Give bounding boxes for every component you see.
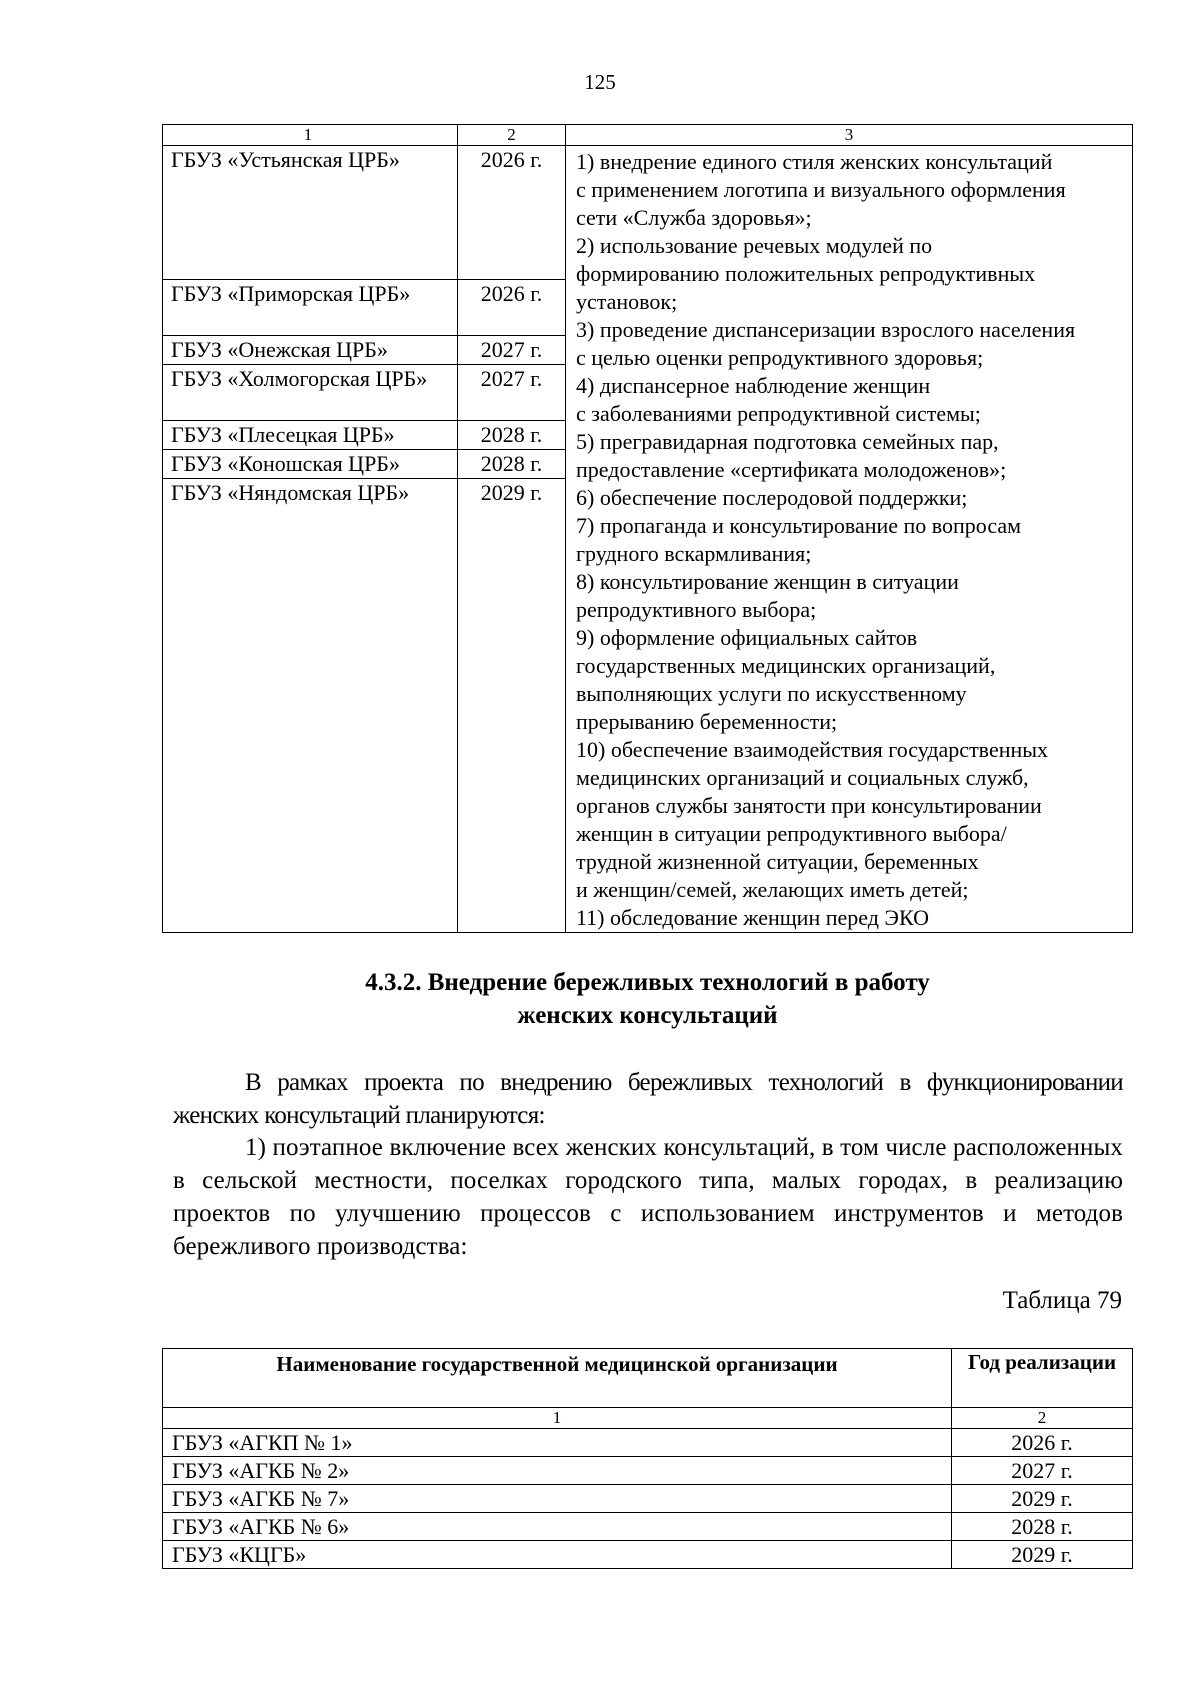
org-name: ГБУЗ «Устьянская ЦРБ»: [163, 146, 458, 280]
section-heading-line2: женских консультаций: [517, 1002, 778, 1029]
implementation-table: [162, 1348, 1133, 1569]
year: 2026 г.: [458, 146, 566, 280]
org-name: ГБУЗ «Онежская ЦРБ»: [163, 336, 458, 365]
column-number-row: [163, 1408, 1133, 1429]
year: 2027 г.: [952, 1457, 1133, 1485]
table-row: [163, 146, 1133, 280]
year: 2026 г.: [458, 280, 566, 336]
page-number: 125: [584, 70, 616, 94]
year: 2029 г.: [952, 1541, 1133, 1569]
measures-table: [162, 124, 1133, 933]
org-name: ГБУЗ «Коношская ЦРБ»: [163, 450, 458, 479]
org-name: ГБУЗ «АГКП № 1»: [163, 1429, 952, 1457]
table-header-row: [163, 1349, 1133, 1408]
table-row: [163, 1457, 1133, 1485]
col-number: 1: [163, 125, 458, 146]
year: 2028 г.: [458, 421, 566, 450]
table-row: [163, 1485, 1133, 1513]
org-name: ГБУЗ «КЦГБ»: [163, 1541, 952, 1569]
year: 2029 г.: [952, 1485, 1133, 1513]
year: 2029 г.: [458, 479, 566, 933]
col-number: 3: [566, 125, 1133, 146]
year: 2026 г.: [952, 1429, 1133, 1457]
org-name: ГБУЗ «АГКБ № 6»: [163, 1513, 952, 1541]
year: 2028 г.: [458, 450, 566, 479]
paragraph-intro: В рамках проекта по внедрению бережливых технологий в функционировании женских консультаций планируются:: [173, 1069, 1123, 1129]
org-name: ГБУЗ «Няндомская ЦРБ»: [163, 479, 458, 933]
col-number: 2: [952, 1408, 1133, 1429]
measures-list: [566, 146, 1133, 933]
table-caption: Таблица 79: [1002, 1287, 1122, 1314]
org-name: ГБУЗ «Приморская ЦРБ»: [163, 280, 458, 336]
col-number: 1: [163, 1408, 952, 1429]
table-row: [163, 1513, 1133, 1541]
org-name: ГБУЗ «АГКБ № 2»: [163, 1457, 952, 1485]
col-number: 2: [458, 125, 566, 146]
org-name: ГБУЗ «Холмогорская ЦРБ»: [163, 365, 458, 421]
paragraph-item-1: 1) поэтапное включение всех женских консультаций, в том числе расположенных в сельской местности, поселках городского типа, малых городах, в реализацию проектов по улучшению процессов с использованием инструментов и методов бережливого производства:: [173, 1134, 1123, 1260]
header-org-name: Наименование государственной медицинской организации: [163, 1349, 952, 1408]
org-name: ГБУЗ «АГКБ № 7»: [163, 1485, 952, 1513]
table-header-row: [163, 125, 1133, 146]
table-row: [163, 1429, 1133, 1457]
header-year: Год реализации: [952, 1349, 1133, 1408]
section-heading: [162, 966, 1133, 1032]
section-heading-line1: 4.3.2. Внедрение бережливых технологий в работу: [365, 969, 930, 996]
org-name: ГБУЗ «Плесецкая ЦРБ»: [163, 421, 458, 450]
table-row: [163, 1541, 1133, 1569]
year: 2027 г.: [458, 365, 566, 421]
measures-text: 1) внедрение единого стиля женских консультаций с применением логотипа и визуального оформления сети «Служба здоровья»; 2) использование речевых модулей по формированию положительных репродуктивных установок; 3) проведение диспансеризации взрослого населения с целью оценки репродуктивного здоровья; 4) диспансерное наблюдение женщин с заболеваниями репродуктивной системы; 5) прегравидарная подготовка семейных пар, предоставление «сертификата молодоженов»; 6) обеспечение послеродовой поддержки; 7) пропаганда и консультирование по вопросам грудного вскармливания; 8) консультирование женщин в ситуации репродуктивного выбора; 9) оформление официальных сайтов государственных медицинских организаций, выполняющих услуги по искусственному прерыванию беременности; 10) обеспечение взаимодействия государственных медицинских организаций и социальных служб, органов службы занятости при консультировании женщин в ситуации репродуктивного выбора/ трудной жизненной ситуации, беременных и женщин/семей, желающих иметь детей; 11) обследование женщин перед ЭКО: [576, 149, 1076, 930]
year: 2028 г.: [952, 1513, 1133, 1541]
year: 2027 г.: [458, 336, 566, 365]
